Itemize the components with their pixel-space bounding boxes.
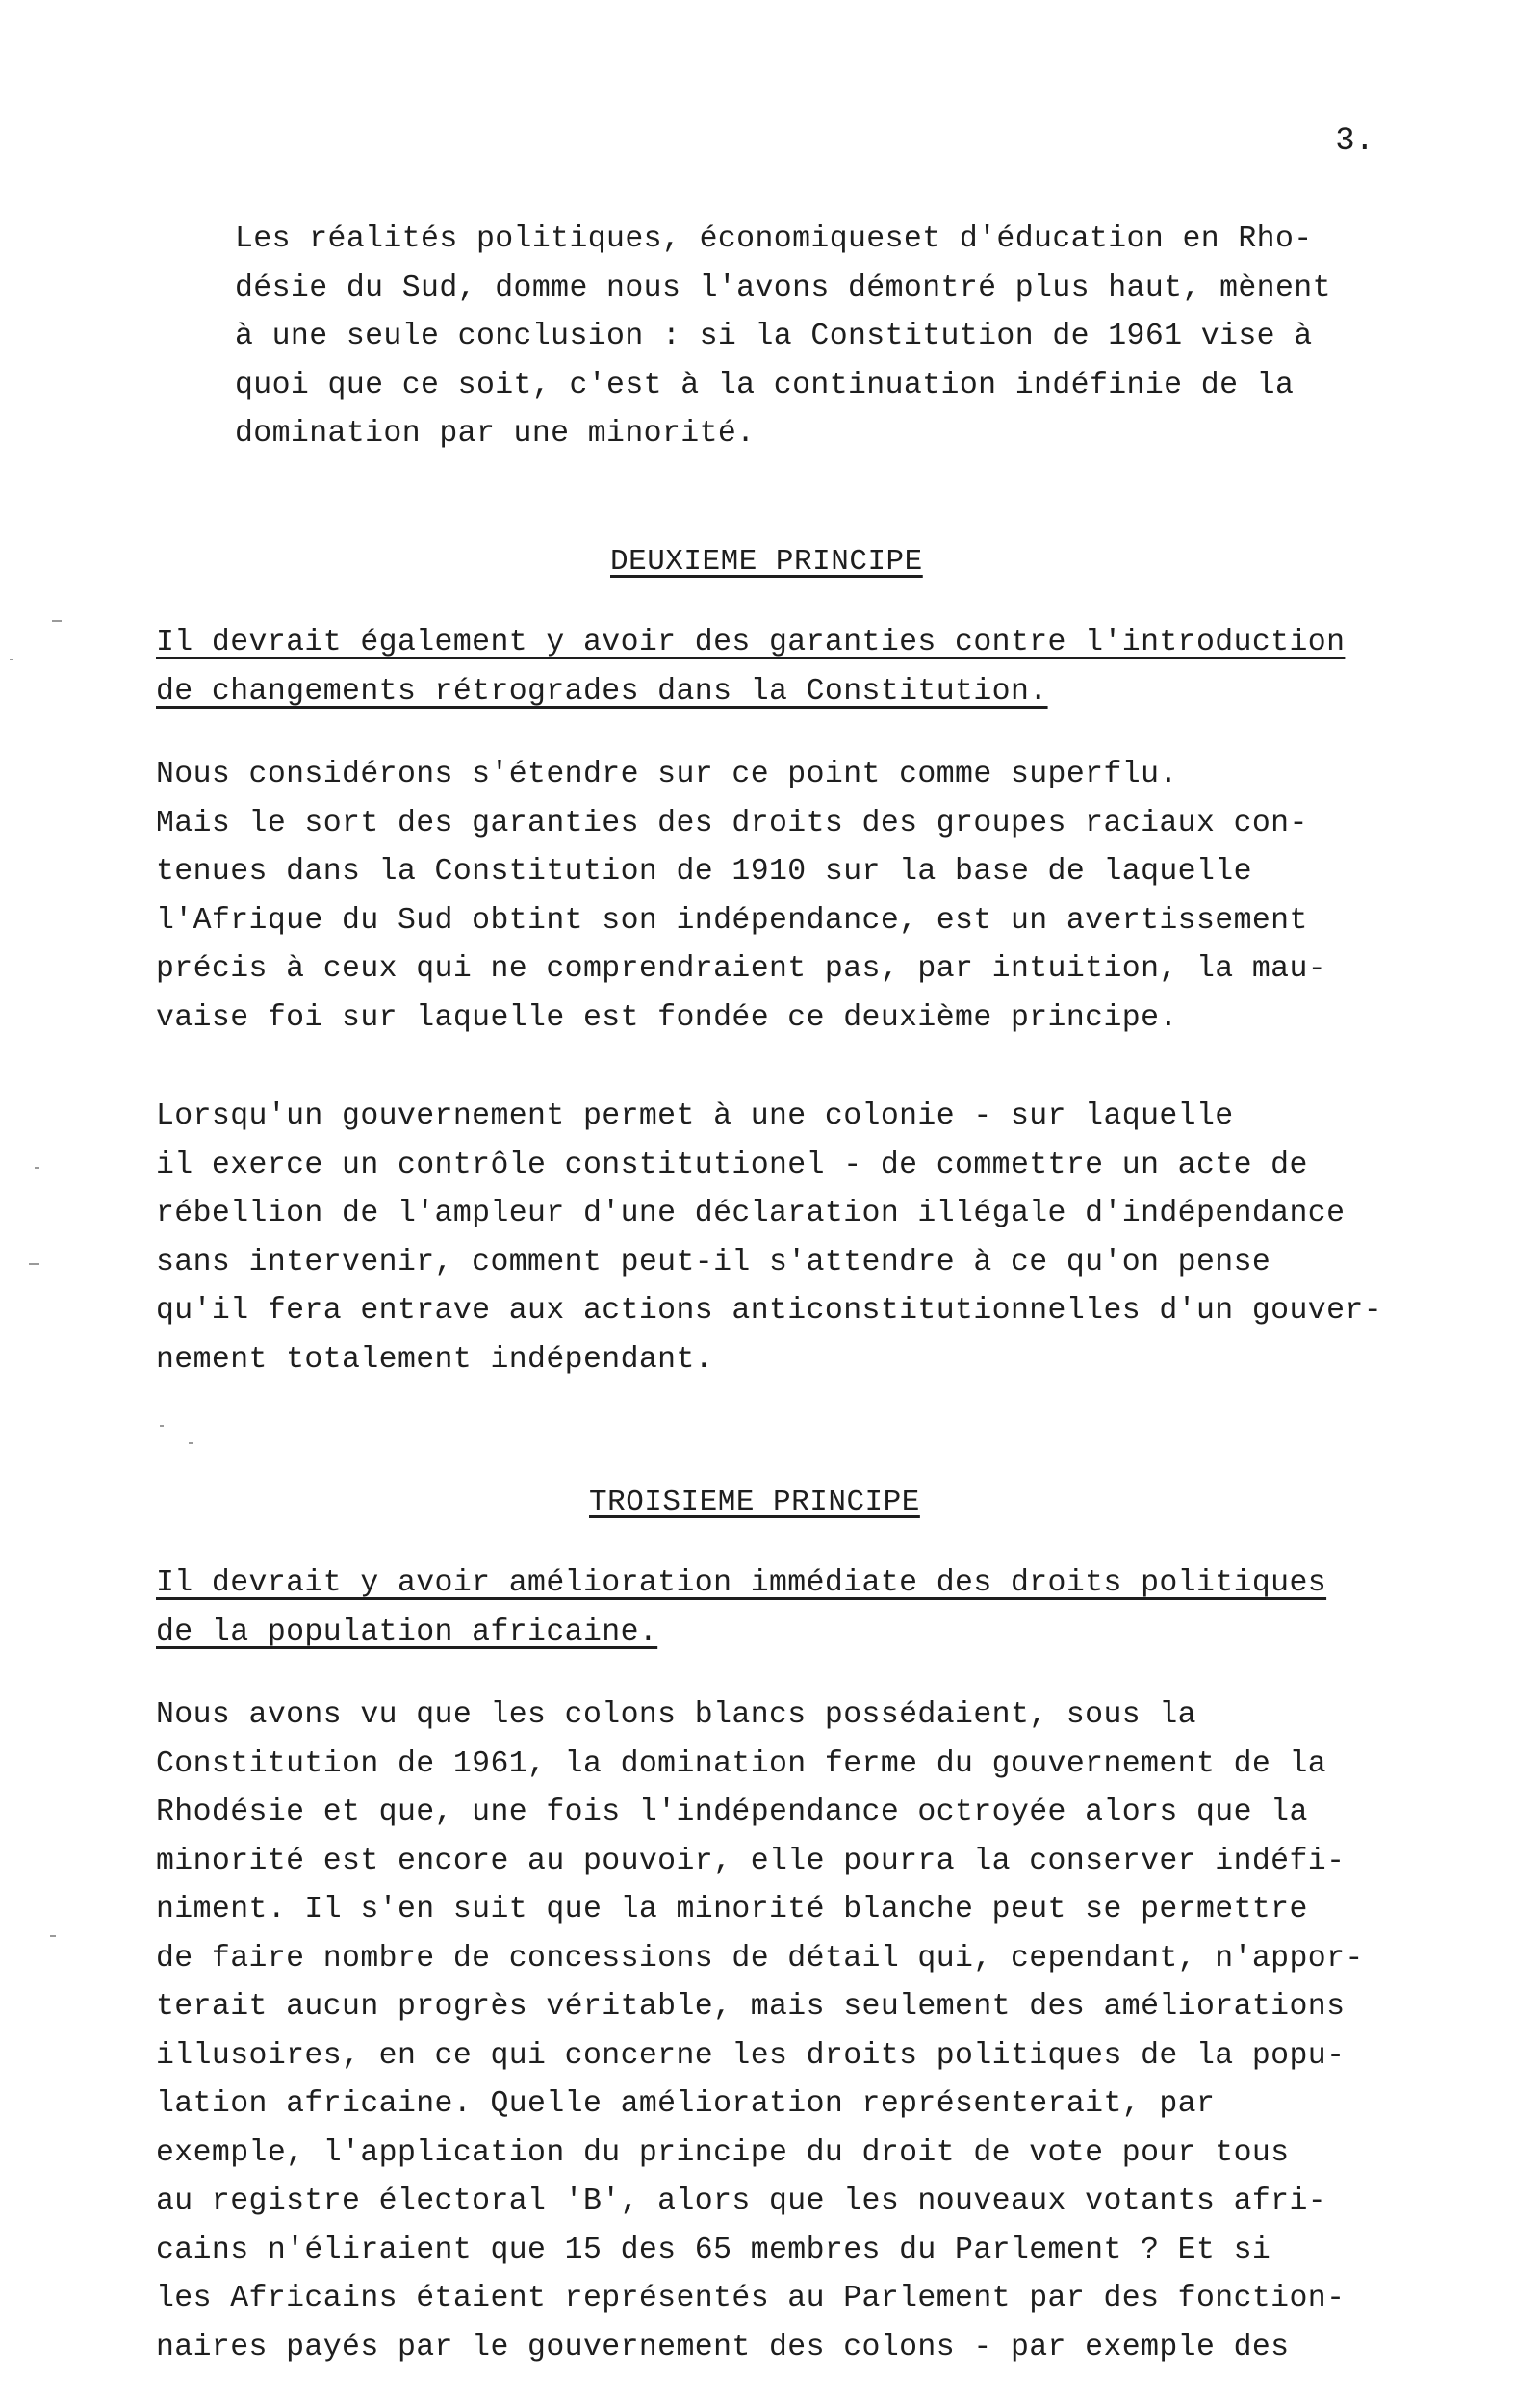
second-principle-statement: Il devrait également y avoir des garanties contre l'introduction de changements rétrogrades dans la Constitution. [156,626,1346,709]
scan-speck [50,1935,56,1937]
scan-speck [189,1442,192,1444]
third-principle-statement: Il devrait y avoir amélioration immédiate des droits politiques de la population africaine. [156,1566,1327,1649]
second-principle-heading: DEUXIEME PRINCIPE [610,545,923,579]
scan-speck [29,1263,38,1265]
third-principle-paragraph-1: Nous avons vu que les colons blancs possédaient, sous la Constitution de 1961, la domination ferme du gouvernement de la Rhodésie et que, une fois l'indépendance octroyée alors que la minorité est encore au pouvoir, elle pourra la conserver indéfi- niment. Il s'en suit que la minorité blanche peut se permettre de faire nombre de concessions de détail qui, cependant, n'appor- terait aucun progrès véritable, mais seulement des améliorations illusoires, en ce qui concerne les droits politiques de la popu- lation africaine. Quelle amélioration représenterait, par exemple, l'application du principe du droit de vote pour tous au registre électoral 'B', alors que les nouveaux votants afri- cains n'éliraient que 15 des 65 membres du Parlement ? Et si les Africains étaient représentés au Parlement par des fonction- naires payés par le gouvernement des colons - par exemple des [156,1698,1364,2364]
scan-speck [10,659,13,660]
second-principle-paragraph-2: Lorsqu'un gouvernement permet à une colonie - sur laquelle il exerce un contrôle constitutionel - de commettre un acte de rébellion de l'ampleur d'une déclaration illégale d'indépendance sans intervenir, comment peut-il s'attendre à ce qu'on pense qu'il fera entrave aux actions anticonstitutionnelles d'un gouver- nement totalement indépendant. [156,1099,1383,1377]
scan-speck [35,1167,38,1169]
page-number: 3. [1335,123,1374,160]
intro-paragraph: Les réalités politiques, économiqueset d'éducation en Rho- désie du Sud, domme nous l'avons démontré plus haut, mènent à une seule conclusion : si la Constitution de 1961 vise à quoi que ce soit, c'est à la continuation indéfinie de la domination par une minorité. [235,222,1331,451]
third-principle-heading: TROISIEME PRINCIPE [589,1486,920,1519]
scan-speck [52,620,62,622]
scan-speck [160,1425,164,1427]
second-principle-paragraph-1: Nous considérons s'étendre sur ce point comme superflu. Mais le sort des garanties des droits des groupes raciaux con- tenues dans la Constitution de 1910 sur la base de laquelle l'Afrique du Sud obtint son indépendance, est un avertissement précis à ceux qui ne comprendraient pas, par intuition, la mau- vaise foi sur laquelle est fondée ce deuxième principe. [156,758,1327,1035]
